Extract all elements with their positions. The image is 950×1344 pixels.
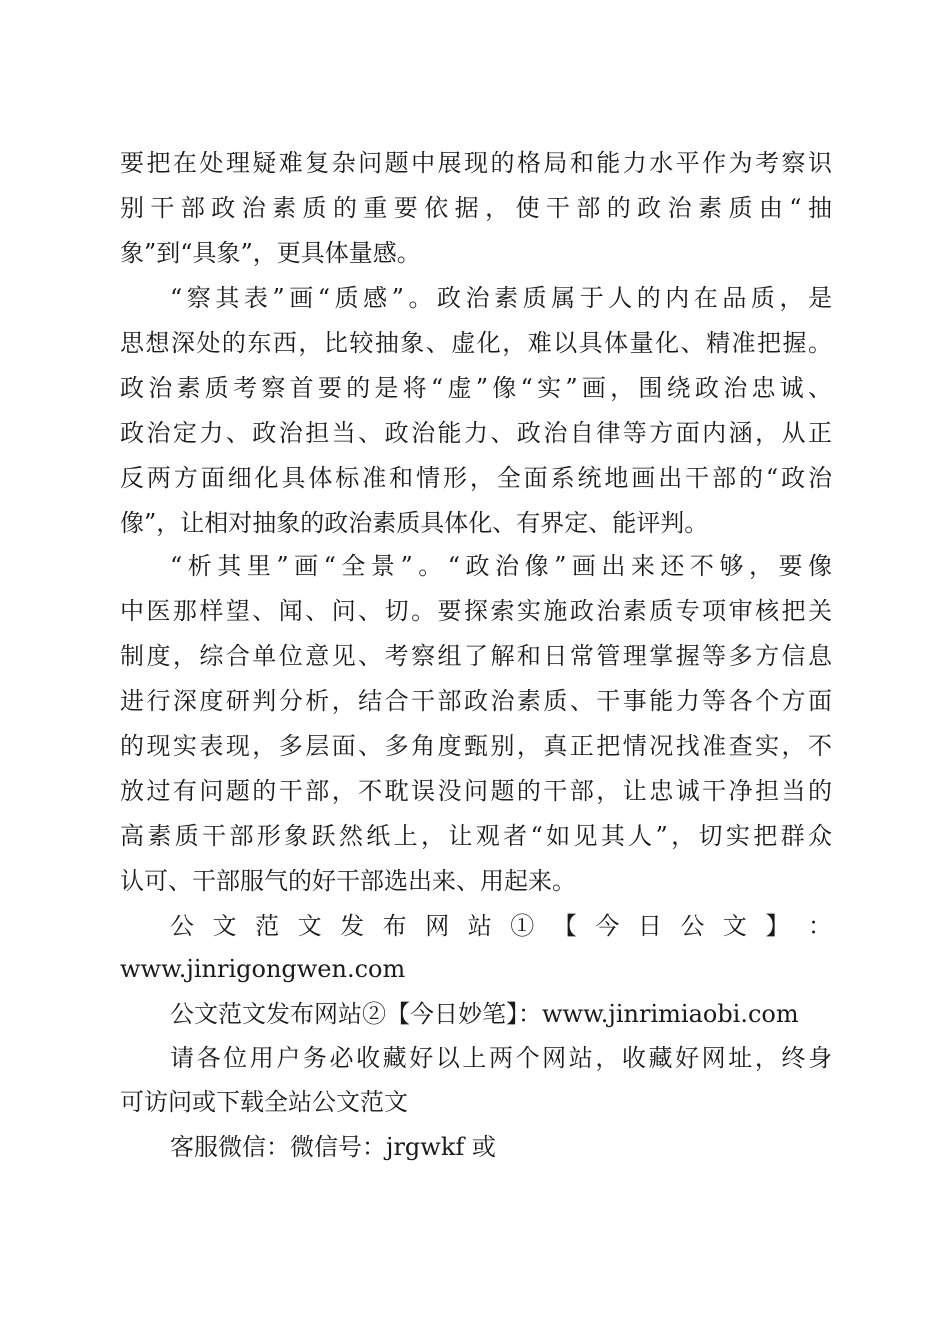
paragraph-line-11: 中医那样望、闻、问、切。要探索实施政治素质专项审核把关: [120, 597, 832, 625]
paragraph-line-10: “析其里”画“全景”。“政治像”画出来还不够，要像: [170, 552, 832, 580]
paragraph-line-16: 高素质干部形象跃然纸上，让观者“如见其人”，切实把群众: [120, 822, 832, 850]
paragraph-line-8: 反两方面细化具体标准和情形，全面系统地画出干部的“政治: [120, 464, 832, 492]
paragraph-line-17: 认可、干部服气的好干部选出来、用起来。: [120, 867, 576, 895]
paragraph-line-3: 象”到“具象”，更具体量感。: [120, 239, 421, 267]
notice-line-2: 可访问或下载全站公文范文: [120, 1088, 408, 1116]
website-url-1: www.jinrigongwen.com: [120, 955, 406, 983]
website-line-1: 公 文 范 文 发 布 网 站 ① 【 今 日 公 文 】 ：: [170, 912, 832, 940]
paragraph-line-9: 像”，让相对抽象的政治素质具体化、有界定、能评判。: [120, 509, 709, 537]
wechat-line: 客服微信：微信号：jrgwkf 或: [170, 1133, 496, 1161]
notice-line-1: 请各位用户务必收藏好以上两个网站，收藏好网址，终身: [170, 1044, 832, 1072]
paragraph-line-4: “察其表”画“质感”。政治素质属于人的内在品质，是: [170, 284, 832, 312]
paragraph-line-12: 制度，综合单位意见、考察组了解和日常管理掌握等多方信息: [120, 642, 832, 670]
paragraph-line-14: 的现实表现，多层面、多角度甄别，真正把情况找准查实，不: [120, 732, 832, 760]
paragraph-line-15: 放过有问题的干部，不耽误没问题的干部，让忠诚干净担当的: [120, 777, 832, 805]
paragraph-line-6: 政治素质考察首要的是将“虚”像“实”画，围绕政治忠诚、: [120, 374, 832, 402]
paragraph-line-5: 思想深处的东西，比较抽象、虚化，难以具体量化、精准把握。: [120, 329, 832, 357]
paragraph-line-7: 政治定力、政治担当、政治能力、政治自律等方面内涵，从正: [120, 419, 832, 447]
website-line-2: 公文范文发布网站②【今日妙笔】：www.jinrimiaobi.com: [170, 1000, 799, 1028]
paragraph-line-1: 要把在处理疑难复杂问题中展现的格局和能力水平作为考察识: [120, 149, 832, 177]
paragraph-line-13: 进行深度研判分析，结合干部政治素质、干事能力等各个方面: [120, 687, 832, 715]
paragraph-line-2: 别干部政治素质的重要依据，使干部的政治素质由“抽: [120, 194, 832, 222]
